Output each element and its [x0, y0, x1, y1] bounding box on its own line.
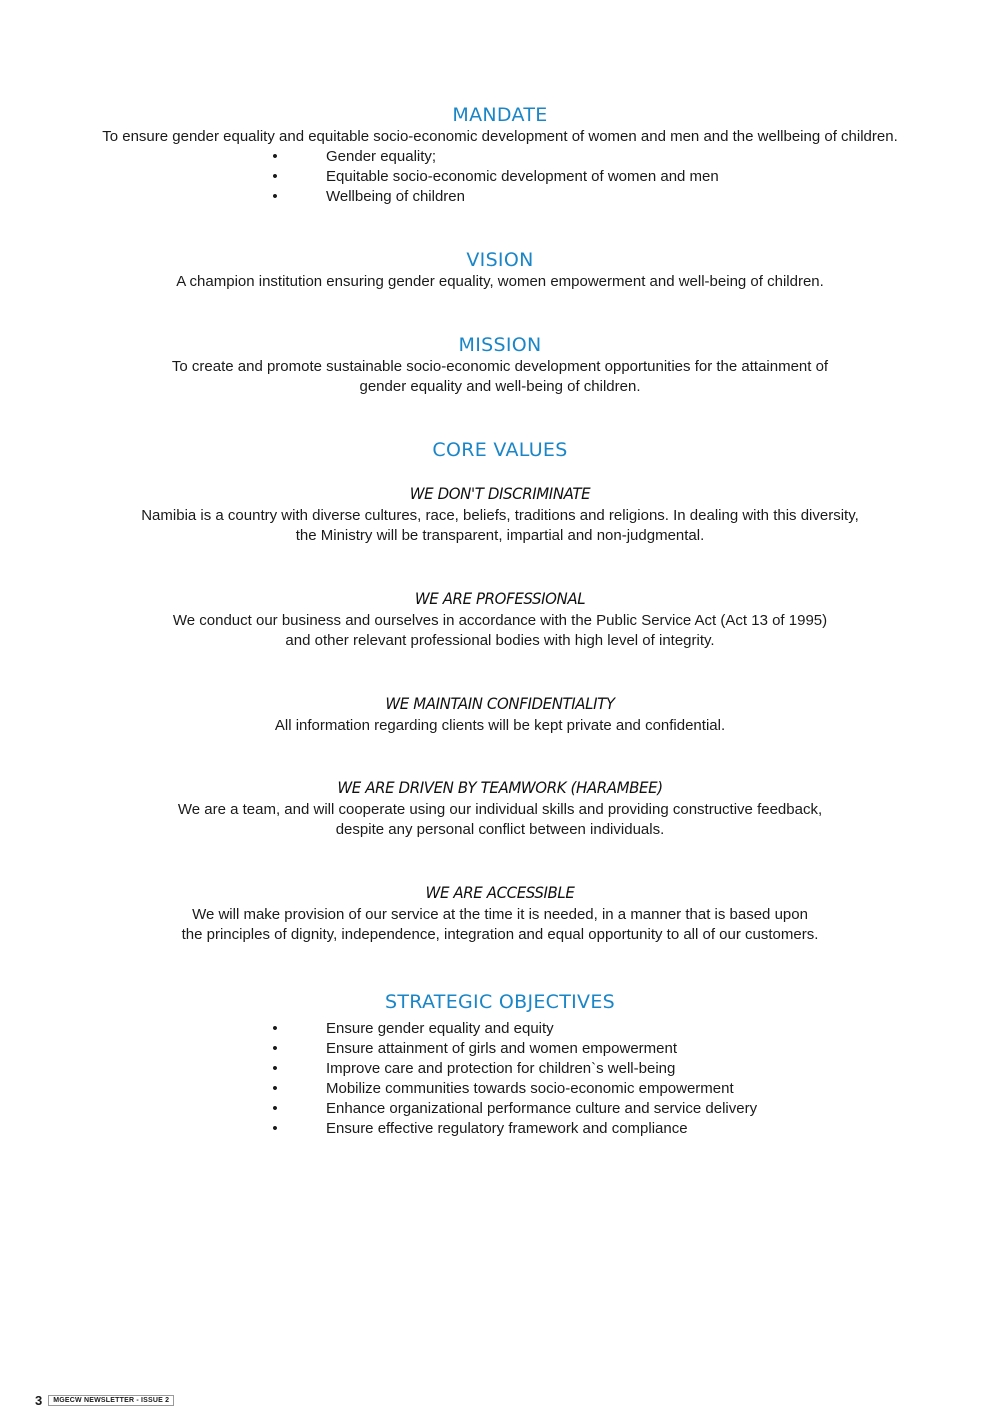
core-value-heading: WE DON'T DISCRIMINATE — [409, 484, 591, 504]
page-footer — [35, 1393, 174, 1408]
bullet-icon: • — [272, 1100, 278, 1117]
core-value-heading: WE ARE ACCESSIBLE — [425, 883, 575, 903]
list-item: • Mobilize communities towards socio-economic empowerment — [269, 1079, 757, 1099]
core-values-heading: CORE VALUES — [432, 439, 568, 461]
mission-heading: MISSION — [458, 334, 542, 356]
mission-line: To create and promote sustainable socio-economic development opportunities for the attainment of — [171, 358, 829, 375]
list-item: • Ensure effective regulatory framework and compliance — [269, 1119, 757, 1139]
core-value-text: We conduct our business and ourselves in accordance with the Public Service Act (Act 13 of 1995) and other relevant professional bodies with high level of integrity. — [172, 612, 828, 649]
list-item: • Wellbeing of children — [269, 187, 719, 207]
page-number: 3 — [35, 1393, 43, 1408]
newsletter-title: MGECW NEWSLETTER - ISSUE 2 — [48, 1395, 174, 1406]
vision-text: A champion institution ensuring gender equality, women empowerment and well-being of children. — [176, 273, 824, 290]
bullet-icon: • — [272, 148, 278, 165]
mandate-heading: MANDATE — [452, 104, 548, 126]
bullet-icon: • — [272, 188, 278, 205]
list-item: • Enhance organizational performance culture and service delivery — [269, 1099, 757, 1119]
bullet-icon: • — [272, 1060, 278, 1077]
core-value-text: Namibia is a country with diverse cultures, race, beliefs, traditions and religions. In dealing with this diversity, the Ministry will be transparent, impartial and non-judgmental. — [141, 507, 859, 544]
mission-text — [0, 357, 1000, 397]
core-value-text: All information regarding clients will be kept private and confidential. — [274, 717, 726, 734]
bullet-icon: • — [272, 168, 278, 185]
core-value-heading: WE MAINTAIN CONFIDENTIALITY — [385, 694, 615, 714]
list-item: • Ensure gender equality and equity — [269, 1019, 757, 1039]
mandate-bullet-list — [269, 147, 719, 207]
strategic-objectives-heading: STRATEGIC OBJECTIVES — [384, 991, 615, 1013]
core-value-heading: WE ARE DRIVEN BY TEAMWORK (HARAMBEE) — [337, 778, 663, 798]
core-value-text: We are a team, and will cooperate using our individual skills and providing constructive feedback, despite any personal conflict between individuals. — [177, 801, 823, 838]
strategic-objectives-list — [269, 1019, 757, 1139]
list-item: • Improve care and protection for children`s well-being — [269, 1059, 757, 1079]
core-value-heading: WE ARE PROFESSIONAL — [414, 589, 586, 609]
list-item: • Gender equality; — [269, 147, 719, 167]
list-item: • Equitable socio-economic development of women and men — [269, 167, 719, 187]
bullet-icon: • — [272, 1120, 278, 1137]
bullet-icon: • — [272, 1020, 278, 1037]
vision-heading: VISION — [466, 249, 534, 271]
core-value-text: We will make provision of our service at the time it is needed, in a manner that is based upon the principles of dignity, independence, integration and equal opportunity to all of our customers. — [181, 906, 819, 943]
bullet-icon: • — [272, 1080, 278, 1097]
mandate-text: To ensure gender equality and equitable socio-economic development of women and men and the wellbeing of children. — [102, 128, 898, 145]
mission-line: gender equality and well-being of children. — [359, 378, 641, 395]
list-item: • Ensure attainment of girls and women empowerment — [269, 1039, 757, 1059]
bullet-icon: • — [272, 1040, 278, 1057]
